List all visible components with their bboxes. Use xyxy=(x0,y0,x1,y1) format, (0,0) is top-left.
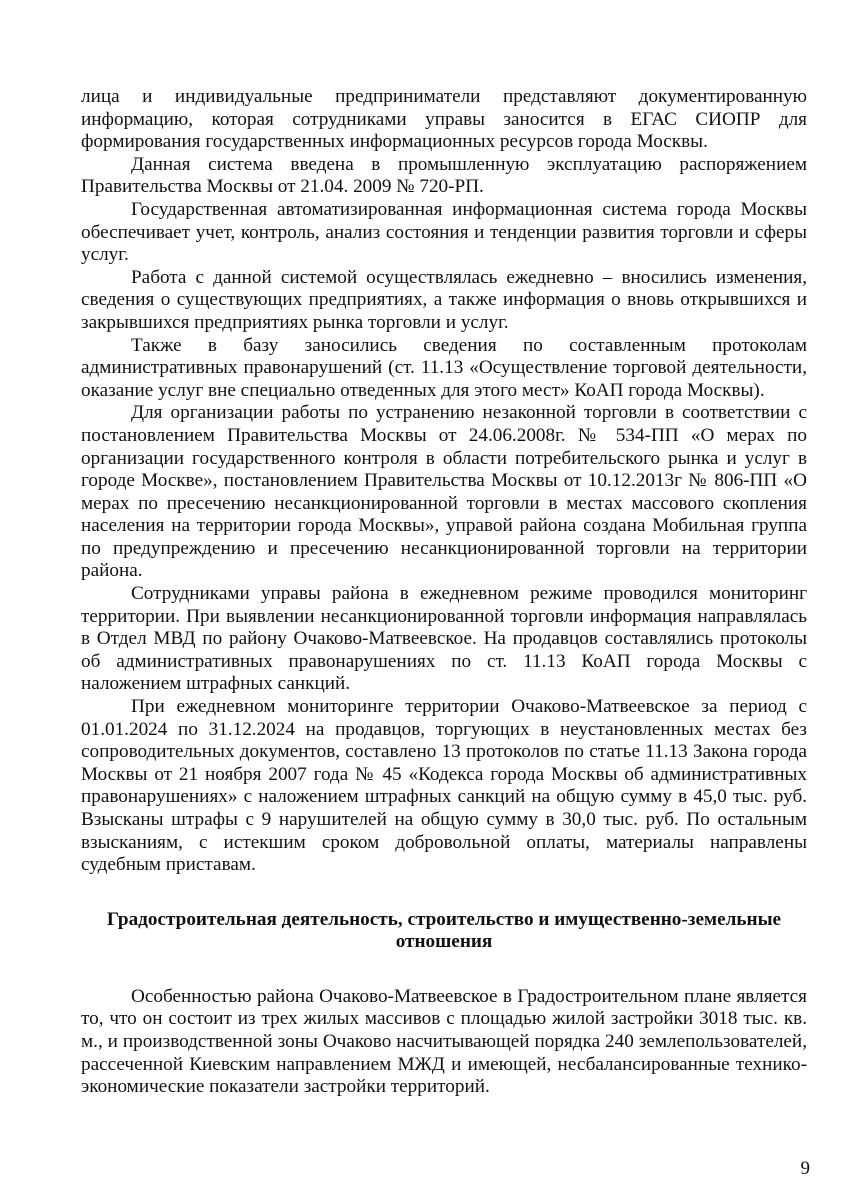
section-heading: Градостроительная деятельность, строительство и имущественно-земельные отношения xyxy=(106,908,782,952)
page-number: 9 xyxy=(800,1158,810,1179)
paragraph-5: Также в базу заносились сведения по составленным протоколам административных правонарушений (ст. 11.13 «Осуществление торговой деятельности, оказание услуг вне специально отведенных для этого мест» КоАП города Москвы). xyxy=(81,334,807,401)
section-spacer xyxy=(81,953,807,986)
paragraph-3: Государственная автоматизированная информационная система города Москвы обеспечивает учет, контроль, анализ состояния и тенденции развития торговли и сферы услуг. xyxy=(81,198,807,266)
paragraph-1: лица и индивидуальные предприниматели представляют документированную информацию, которая сотрудниками управы заносится в ЕГАС СИОПР для формирования государственных информационных ресурсов города Москвы. xyxy=(81,86,807,153)
paragraph-8: При ежедневном мониторинге территории Очаково-Матвеевское за период с 01.01.2024 по 31.12.2024 на продавцов, торгующих в неустановленных местах без сопроводительных документов, составлено 13 протоколов по статье 11.13 Закона города Москвы от 21 ноября 2007 года № 45 «Кодекса города Москвы об административных правонарушениях» с наложением штрафных санкций на общую сумму в 45,0 тыс. руб. Взысканы штрафы с 9 нарушителей на общую сумму в 30,0 тыс. руб. По остальным взысканиям, с истекшим сроком добровольной оплаты, материалы направлены судебным приставам. xyxy=(81,696,807,876)
section-paragraph: Особенностью района Очаково-Матвеевское в Градостроительном плане является то, что он состоит из трех жилых массивов с площадью жилой застройки 3018 тыс. кв. м., и производственной зоны Очаково насчитывающей порядка 240 землепользователей, рассеченной Киевским направлением МЖД и имеющей, несбалансированные технико-экономические показатели застройки территорий. xyxy=(81,985,807,1098)
page-content xyxy=(81,86,807,1099)
paragraph-4: Работа с данной системой осуществлялась ежедневно – вносились изменения, сведения о существующих предприятиях, а также информация о вновь открывшихся и закрывшихся предприятиях рынка торговли и услуг. xyxy=(81,266,807,333)
paragraph-6: Для организации работы по устранению незаконной торговли в соответствии с постановлением Правительства Москвы от 24.06.2008г. № 534-ПП «О мерах по организации государственного контроля в области потребительского рынка и услуг в городе Москве», постановлением Правительства Москвы от 10.12.2013г № 806-ПП «О мерах по пресечению несанкционированной торговли в местах массового скопления населения на территории города Москвы», управой района создана Мобильная группа по предупреждению и пресечению несанкционированной торговли на территории района. xyxy=(81,402,807,582)
paragraph-7: Сотрудниками управы района в ежедневном режиме проводился мониторинг территории. При выявлении несанкционированной торговли информация направлялась в Отдел МВД по району Очаково-Матвеевское. На продавцов составлялись протоколы об административных правонарушениях по ст. 11.13 КоАП города Москвы с наложением штрафных санкций. xyxy=(81,583,807,695)
paragraph-2: Данная система введена в промышленную эксплуатацию распоряжением Правительства Москвы от 21.04. 2009 № 720-РП. xyxy=(81,153,807,198)
